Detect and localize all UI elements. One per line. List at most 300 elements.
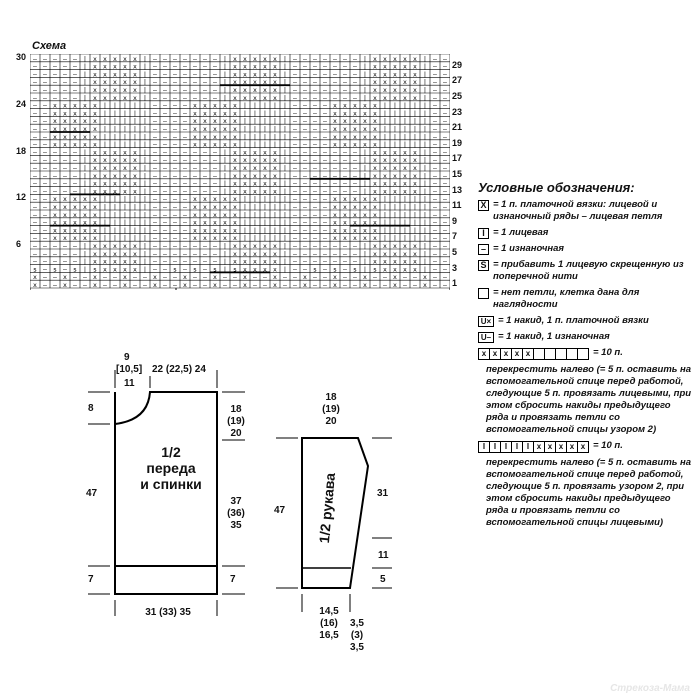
chart-stitch-symbol: –	[293, 249, 297, 258]
chart-stitch-symbol: |	[413, 101, 417, 110]
chart-stitch-symbol: x	[363, 273, 367, 282]
chart-stitch-symbol: x	[333, 273, 337, 282]
chart-stitch-symbol: –	[133, 281, 137, 289]
chart-stitch-symbol: |	[103, 140, 107, 149]
row-number-right: 11	[452, 200, 462, 211]
chart-stitch-symbol: –	[233, 281, 237, 289]
chart-stitch-symbol: x	[193, 117, 197, 126]
chart-stitch-symbol: x	[93, 140, 97, 149]
chart-stitch-symbol: –	[433, 132, 437, 141]
chart-stitch-symbol: –	[153, 78, 157, 87]
chart-stitch-symbol: |	[143, 242, 147, 250]
chart-stitch-symbol: s	[333, 265, 337, 274]
chart-stitch-symbol: |	[143, 179, 147, 188]
chart-stitch-symbol: x	[213, 226, 217, 235]
chart-stitch-symbol: x	[73, 117, 77, 126]
chart-stitch-symbol: x	[123, 242, 127, 250]
row-number-right: 17	[452, 153, 463, 164]
chart-stitch-symbol: –	[43, 179, 47, 188]
legend-item-purl: – = 1 изнаночная	[478, 243, 693, 255]
chart-stitch-symbol: –	[373, 273, 377, 282]
chart-stitch-symbol: x	[393, 93, 397, 102]
chart-stitch-symbol: x	[263, 86, 267, 94]
chart-stitch-symbol: –	[193, 93, 197, 102]
chart-stitch-symbol: –	[313, 54, 317, 63]
chart-stitch-symbol: |	[143, 218, 147, 227]
chart-stitch-symbol: x	[273, 78, 277, 87]
chart-stitch-symbol: –	[153, 125, 157, 133]
chart-stitch-symbol: |	[383, 210, 387, 219]
chart-stitch-symbol: –	[53, 148, 57, 157]
sleeve-piece-label: 1/2 рукава	[315, 472, 339, 544]
chart-stitch-symbol: |	[423, 78, 427, 87]
chart-stitch-symbol: –	[313, 210, 317, 219]
chart-stitch-symbol: x	[133, 62, 137, 71]
chart-stitch-symbol: –	[33, 156, 37, 165]
chart-stitch-symbol: |	[123, 117, 127, 126]
body-top-dim-neck: [10,5]	[116, 364, 143, 375]
chart-stitch-symbol: x	[133, 257, 137, 266]
chart-stitch-symbol: –	[443, 54, 447, 63]
chart-stitch-symbol: –	[33, 242, 37, 250]
chart-stitch-symbol: x	[93, 109, 97, 118]
chart-stitch-symbol: |	[133, 226, 137, 235]
chart-stitch-symbol: x	[383, 93, 387, 102]
body-outline	[115, 392, 217, 594]
chart-stitch-symbol: |	[393, 101, 397, 110]
chart-stitch-symbol: x	[103, 62, 107, 71]
chart-stitch-symbol: x	[233, 70, 237, 79]
chart-stitch-symbol: x	[243, 93, 247, 102]
chart-stitch-symbol: |	[253, 109, 257, 118]
chart-stitch-symbol: |	[223, 62, 227, 71]
chart-stitch-symbol: x	[93, 101, 97, 110]
chart-stitch-symbol: –	[313, 179, 317, 188]
chart-stitch-symbol: x	[63, 203, 67, 211]
chart-stitch-symbol: –	[73, 78, 77, 87]
chart-stitch-symbol: |	[253, 101, 257, 110]
chart-stitch-symbol: –	[293, 234, 297, 243]
chart-stitch-symbol: x	[103, 54, 107, 63]
chart-stitch-symbol: –	[313, 101, 317, 110]
chart-stitch-symbol: |	[363, 242, 367, 250]
chart-stitch-symbol: –	[73, 273, 77, 282]
chart-stitch-symbol: s	[213, 265, 217, 274]
chart-stitch-symbol: x	[353, 234, 357, 243]
chart-stitch-symbol: x	[243, 86, 247, 94]
chart-stitch-symbol: –	[193, 156, 197, 165]
chart-stitch-symbol: x	[383, 257, 387, 266]
chart-stitch-symbol: –	[383, 281, 387, 289]
chart-stitch-symbol: –	[183, 132, 187, 141]
chart-stitch-symbol: –	[43, 218, 47, 227]
chart-stitch-symbol: |	[243, 210, 247, 219]
chart-stitch-symbol: –	[343, 242, 347, 250]
chart-stitch-symbol: x	[233, 171, 237, 180]
chart-stitch-symbol: x	[273, 54, 277, 63]
chart-stitch-symbol: x	[383, 249, 387, 258]
chart-stitch-symbol: x	[53, 203, 57, 211]
chart-stitch-symbol: x	[243, 70, 247, 79]
chart-stitch-symbol: –	[323, 281, 327, 289]
chart-stitch-symbol: |	[83, 265, 87, 274]
chart-stitch-symbol: |	[423, 187, 427, 196]
chart-stitch-symbol: –	[63, 242, 67, 250]
chart-stitch-symbol: x	[93, 234, 97, 243]
chart-stitch-symbol: x	[63, 117, 67, 126]
chart-stitch-symbol: x	[63, 234, 67, 243]
chart-stitch-symbol: x	[353, 101, 357, 110]
chart-stitch-symbol: |	[143, 78, 147, 87]
row-number-right: 13	[452, 184, 463, 195]
chart-stitch-symbol: x	[403, 187, 407, 196]
chart-stitch-symbol: –	[303, 265, 307, 274]
chart-stitch-symbol: |	[223, 249, 227, 258]
chart-stitch-symbol: |	[263, 195, 267, 204]
chart-stitch-symbol: –	[323, 210, 327, 219]
chart-stitch-symbol: –	[323, 117, 327, 126]
chart-stitch-symbol: x	[223, 195, 227, 204]
chart-stitch-symbol: |	[363, 62, 367, 71]
chart-stitch-symbol: |	[273, 210, 277, 219]
chart-stitch-symbol: –	[433, 249, 437, 258]
chart-stitch-symbol: |	[383, 117, 387, 126]
chart-stitch-symbol: –	[173, 140, 177, 149]
chart-stitch-symbol: x	[243, 62, 247, 71]
chart-stitch-symbol: x	[273, 164, 277, 172]
chart-stitch-symbol: s	[33, 265, 37, 274]
chart-stitch-symbol: |	[83, 78, 87, 87]
chart-stitch-symbol: –	[313, 242, 317, 250]
chart-stitch-symbol: x	[93, 210, 97, 219]
chart-stitch-symbol: –	[153, 140, 157, 149]
chart-stitch-symbol: –	[323, 62, 327, 71]
chart-stitch-symbol: x	[123, 171, 127, 180]
chart-stitch-symbol: –	[303, 234, 307, 243]
chart-stitch-symbol: x	[413, 257, 417, 266]
chart-stitch-symbol: –	[73, 164, 77, 172]
chart-stitch-symbol: x	[403, 148, 407, 157]
chart-stitch-symbol: –	[153, 249, 157, 258]
chart-stitch-symbol: –	[443, 242, 447, 250]
chart-stitch-symbol: –	[293, 195, 297, 204]
sleeve-top-width: 18 (19) 20	[322, 392, 340, 427]
chart-stitch-symbol: –	[323, 54, 327, 63]
chart-stitch-symbol: –	[43, 210, 47, 219]
chart-stitch-symbol: –	[323, 226, 327, 235]
chart-stitch-symbol: |	[403, 140, 407, 149]
chart-stitch-symbol: –	[303, 210, 307, 219]
chart-stitch-symbol: –	[343, 156, 347, 165]
chart-stitch-symbol: |	[133, 109, 137, 118]
chart-stitch-symbol: |	[263, 203, 267, 211]
chart-stitch-symbol: |	[103, 125, 107, 133]
chart-stitch-symbol: x	[333, 140, 337, 149]
chart-stitch-symbol: x	[303, 273, 307, 282]
chart-stitch-symbol: x	[373, 156, 377, 165]
chart-stitch-symbol: –	[203, 86, 207, 94]
chart-stitch-symbol: –	[173, 101, 177, 110]
chart-stitch-symbol: x	[343, 101, 347, 110]
chart-stitch-symbol: x	[83, 226, 87, 235]
chart-stitch-symbol: x	[413, 62, 417, 71]
chart-stitch-symbol: x	[123, 187, 127, 196]
chart-stitch-symbol: –	[353, 70, 357, 79]
chart-stitch-symbol: –	[443, 125, 447, 133]
chart-stitch-symbol: –	[163, 164, 167, 172]
chart-stitch-symbol: –	[293, 203, 297, 211]
chart-stitch-symbol: x	[333, 132, 337, 141]
chart-stitch-symbol: |	[133, 210, 137, 219]
chart-stitch-symbol: x	[73, 234, 77, 243]
chart-stitch-symbol: –	[443, 78, 447, 87]
chart-stitch-symbol: –	[183, 203, 187, 211]
chart-stitch-symbol: –	[213, 78, 217, 87]
chart-stitch-symbol: –	[173, 203, 177, 211]
chart-stitch-symbol: –	[313, 93, 317, 102]
chart-stitch-symbol: –	[443, 281, 447, 289]
chart-stitch-symbol: x	[333, 101, 337, 110]
chart-stitch-symbol: x	[213, 210, 217, 219]
chart-stitch-symbol: x	[413, 70, 417, 79]
body-left-top: 8	[88, 403, 94, 414]
chart-stitch-symbol: |	[413, 226, 417, 235]
chart-stitch-symbol: –	[163, 187, 167, 196]
chart-stitch-symbol: –	[253, 281, 257, 289]
chart-stitch-symbol: –	[33, 234, 37, 243]
chart-stitch-symbol: |	[253, 210, 257, 219]
chart-stitch-symbol: x	[203, 195, 207, 204]
chart-stitch-symbol: –	[433, 164, 437, 172]
chart-stitch-symbol: –	[293, 281, 297, 289]
chart-stitch-symbol: –	[203, 179, 207, 188]
chart-stitch-symbol: –	[43, 226, 47, 235]
chart-stitch-symbol: –	[253, 273, 257, 282]
chart-stitch-symbol: –	[53, 93, 57, 102]
legend-item-knit: I = 1 лицевая	[478, 227, 693, 239]
legend-item-yo-garter: U× = 1 накид, 1 п. платочной вязки	[478, 315, 693, 327]
chart-stitch-symbol: x	[393, 164, 397, 172]
chart-stitch-symbol: |	[263, 218, 267, 227]
chart-stitch-symbol: –	[43, 195, 47, 204]
chart-stitch-symbol: –	[33, 164, 37, 172]
chart-stitch-symbol: |	[283, 62, 287, 71]
chart-stitch-symbol: |	[403, 210, 407, 219]
chart-stitch-symbol: –	[163, 93, 167, 102]
chart-stitch-symbol: –	[183, 179, 187, 188]
chart-stitch-symbol: x	[223, 125, 227, 133]
chart-stitch-symbol: x	[113, 265, 117, 274]
chart-stitch-symbol: |	[143, 195, 147, 204]
chart-stitch-symbol: x	[93, 226, 97, 235]
chart-stitch-symbol: |	[143, 210, 147, 219]
chart-stitch-symbol: –	[213, 179, 217, 188]
chart-stitch-symbol: –	[303, 125, 307, 133]
chart-stitch-symbol: x	[343, 109, 347, 118]
chart-stitch-symbol: |	[253, 203, 257, 211]
chart-stitch-symbol: x	[53, 101, 57, 110]
chart-stitch-symbol: –	[153, 242, 157, 250]
chart-stitch-symbol: –	[433, 93, 437, 102]
chart-stitch-symbol: |	[83, 62, 87, 71]
chart-stitch-symbol: |	[423, 109, 427, 118]
chart-stitch-symbol: |	[393, 210, 397, 219]
chart-stitch-symbol: –	[173, 148, 177, 157]
chart-stitch-symbol: x	[133, 78, 137, 87]
chart-stitch-symbol: x	[223, 132, 227, 141]
chart-stitch-symbol: |	[403, 101, 407, 110]
chart-stitch-symbol: –	[183, 210, 187, 219]
watermark: Стрекоза-Мама	[610, 683, 690, 694]
chart-stitch-symbol: x	[383, 78, 387, 87]
chart-stitch-symbol: x	[103, 164, 107, 172]
chart-stitch-symbol: –	[383, 273, 387, 282]
chart-stitch-symbol: –	[153, 156, 157, 165]
chart-stitch-symbol: –	[413, 281, 417, 289]
chart-stitch-symbol: –	[153, 179, 157, 188]
chart-stitch-symbol: x	[403, 265, 407, 274]
chart-stitch-symbol: –	[73, 171, 77, 180]
chart-stitch-symbol: –	[323, 101, 327, 110]
chart-stitch-symbol: –	[63, 249, 67, 258]
chart-stitch-symbol: –	[183, 70, 187, 79]
chart-stitch-symbol: –	[293, 273, 297, 282]
sleeve-bottom-right: 3,5 (3) 3,5	[350, 618, 364, 653]
chart-stitch-symbol: –	[203, 148, 207, 157]
chart-stitch-symbol: |	[253, 195, 257, 204]
chart-stitch-symbol: x	[233, 195, 237, 204]
chart-stitch-symbol: x	[353, 195, 357, 204]
chart-stitch-symbol: –	[193, 70, 197, 79]
chart-stitch-symbol: x	[53, 117, 57, 126]
chart-stitch-symbol: –	[73, 148, 77, 157]
chart-stitch-symbol: x	[353, 203, 357, 211]
chart-stitch-symbol: –	[313, 187, 317, 196]
chart-stitch-symbol: x	[373, 179, 377, 188]
chart-stitch-symbol: x	[403, 54, 407, 63]
chart-stitch-symbol: x	[123, 257, 127, 266]
chart-stitch-symbol: –	[43, 117, 47, 126]
chart-stitch-symbol: x	[273, 70, 277, 79]
chart-stitch-symbol: –	[43, 86, 47, 94]
chart-stitch-symbol: |	[423, 234, 427, 243]
chart-stitch-symbol: –	[183, 101, 187, 110]
row-number-right: 21	[452, 122, 463, 133]
chart-stitch-symbol: |	[113, 210, 117, 219]
chart-stitch-symbol: x	[373, 218, 377, 227]
chart-stitch-symbol: –	[173, 86, 177, 94]
chart-stitch-symbol: x	[263, 242, 267, 250]
chart-stitch-symbol: |	[133, 218, 137, 227]
chart-stitch-symbol: x	[243, 179, 247, 188]
chart-stitch-symbol: x	[243, 281, 247, 289]
chart-stitch-symbol: |	[283, 164, 287, 172]
chart-stitch-symbol: |	[113, 101, 117, 110]
chart-stitch-symbol: –	[73, 93, 77, 102]
chart-stitch-symbol: –	[163, 265, 167, 274]
chart-stitch-symbol: x	[253, 86, 257, 94]
chart-stitch-symbol: |	[283, 148, 287, 157]
chart-stitch-symbol: x	[213, 140, 217, 149]
legend-cable-1-desc: перекрестить налево (= 5 п. оставить на вспомогательной спице перед работой, следующие 5 п. провязать лицевыми, при этом сбросить накиды предыдущего ряда и провязать петли со вспомогательной спицы узором 2)	[486, 364, 692, 435]
chart-stitch-symbol: –	[153, 203, 157, 211]
chart-title: Схема	[32, 40, 67, 52]
chart-stitch-symbol: x	[93, 179, 97, 188]
chart-stitch-symbol: x	[73, 203, 77, 211]
chart-stitch-symbol: x	[253, 156, 257, 165]
chart-stitch-symbol: x	[343, 218, 347, 227]
chart-stitch-symbol: x	[93, 117, 97, 126]
chart-stitch-symbol: x	[233, 109, 237, 118]
chart-stitch-symbol: |	[113, 140, 117, 149]
chart-stitch-symbol: x	[63, 132, 67, 141]
chart-stitch-symbol: x	[53, 132, 57, 141]
chart-stitch-symbol: x	[193, 226, 197, 235]
chart-stitch-symbol: –	[213, 156, 217, 165]
chart-stitch-symbol: |	[123, 203, 127, 211]
chart-stitch-symbol: –	[173, 195, 177, 204]
chart-stitch-symbol: |	[423, 93, 427, 102]
chart-stitch-symbol: –	[103, 273, 107, 282]
chart-stitch-symbol: |	[133, 234, 137, 243]
chart-stitch-symbol: x	[133, 242, 137, 250]
chart-stitch-symbol: x	[413, 148, 417, 157]
chart-stitch-symbol: –	[313, 86, 317, 94]
chart-stitch-symbol: x	[423, 273, 427, 282]
chart-stitch-symbol: |	[423, 140, 427, 149]
chart-stitch-symbol: |	[283, 132, 287, 141]
chart-stitch-symbol: –	[323, 265, 327, 274]
chart-stitch-symbol: –	[293, 54, 297, 63]
chart-stitch-symbol: x	[403, 156, 407, 165]
chart-stitch-symbol: x	[373, 249, 377, 258]
chart-stitch-symbol: x	[233, 117, 237, 126]
chart-stitch-symbol: –	[323, 234, 327, 243]
chart-stitch-symbol: x	[133, 265, 137, 274]
chart-stitch-symbol: |	[223, 179, 227, 188]
chart-stitch-symbol: –	[163, 70, 167, 79]
chart-stitch-symbol: –	[173, 281, 177, 289]
chart-stitch-symbol: –	[443, 171, 447, 180]
chart-stitch-symbol: –	[203, 265, 207, 274]
chart-stitch-symbol: –	[313, 164, 317, 172]
chart-stitch-symbol: x	[273, 156, 277, 165]
chart-stitch-symbol: –	[433, 210, 437, 219]
chart-stitch-symbol: x	[393, 86, 397, 94]
chart-stitch-symbol: –	[323, 164, 327, 172]
chart-stitch-symbol: x	[243, 54, 247, 63]
chart-stitch-symbol: –	[193, 249, 197, 258]
chart-stitch-symbol: –	[153, 195, 157, 204]
chart-stitch-symbol: –	[323, 132, 327, 141]
chart-stitch-symbol: –	[183, 218, 187, 227]
chart-stitch-symbol: –	[53, 156, 57, 165]
chart-stitch-symbol: x	[203, 234, 207, 243]
chart-stitch-symbol: |	[263, 117, 267, 126]
chart-stitch-symbol: –	[173, 257, 177, 266]
chart-stitch-symbol: |	[83, 86, 87, 94]
chart-stitch-symbol: |	[263, 101, 267, 110]
chart-stitch-symbol: –	[173, 125, 177, 133]
chart-stitch-symbol: |	[143, 140, 147, 149]
chart-stitch-symbol: |	[103, 210, 107, 219]
chart-stitch-symbol: x	[63, 101, 67, 110]
chart-stitch-symbol: |	[393, 140, 397, 149]
chart-stitch-symbol: x	[233, 156, 237, 165]
chart-stitch-symbol: x	[333, 117, 337, 126]
chart-stitch-symbol: –	[293, 171, 297, 180]
chart-stitch-symbol: x	[133, 171, 137, 180]
